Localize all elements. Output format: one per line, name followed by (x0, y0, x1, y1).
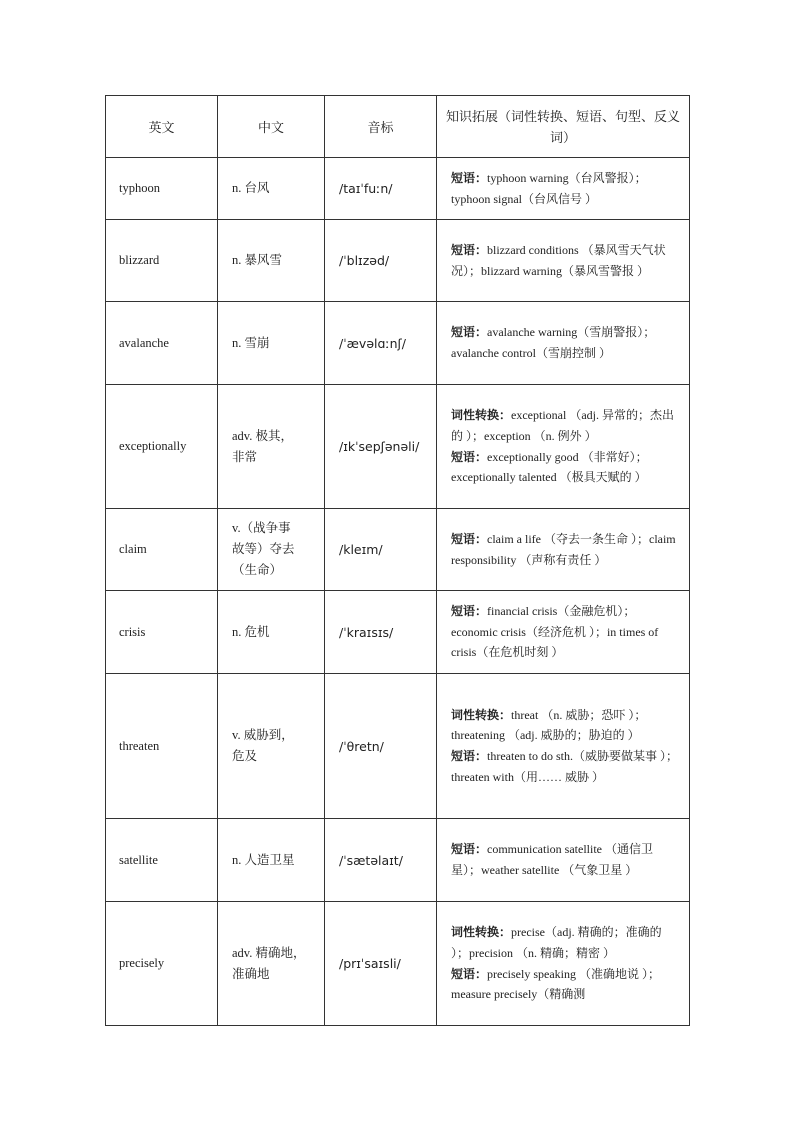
phonetic-symbol: /taɪˈfuːn/ (325, 158, 437, 220)
english-word: avalanche (106, 302, 218, 385)
chinese-meaning: n. 危机 (218, 591, 325, 674)
extension-text: avalanche warning（雪崩警报）；avalanche control（雪崩控制 ） (451, 325, 656, 360)
table-row (106, 220, 690, 302)
chinese-meaning: n. 人造卫星 (218, 819, 325, 902)
chinese-meaning: adv. 极其， 非常 (218, 385, 325, 509)
knowledge-extension (437, 385, 690, 509)
extension-text: precise（adj. 精确的；准确的 ）；precision （n. 精确；精密 ） (451, 925, 662, 960)
header-phonetic: 音标 (325, 96, 437, 158)
extension-text: exceptionally good （非常好）；exceptionally talented （极具天赋的 ） (451, 449, 648, 485)
phonetic-symbol: /ˈævəlɑːnʃ/ (325, 302, 437, 385)
extension-text: threat （n. 威胁；恐吓 ）；threatening （adj. 威胁的；胁迫的 ） (451, 707, 647, 743)
knowledge-extension (437, 509, 690, 591)
extension-text: threaten to do sth.（威胁要做某事 ）；threaten with（用…… 威胁 ） (451, 749, 678, 784)
chinese-meaning: v.（战争事 故等）夺去 （生命） (218, 509, 325, 591)
knowledge-extension (437, 302, 690, 385)
english-word: claim (106, 509, 218, 591)
header-extension: 知识拓展（词性转换、短语、句型、反义词） (437, 96, 690, 158)
extension-label: 短语： (451, 449, 488, 464)
chinese-meaning: n. 雪崩 (218, 302, 325, 385)
extension-text: typhoon warning（台风警报）；typhoon signal（台风信号 ） (451, 170, 647, 206)
chinese-meaning: adv. 精确地， 准确地 (218, 902, 325, 1026)
header-chinese: 中文 (218, 96, 325, 158)
phonetic-symbol: /ɪkˈsepʃənəli/ (325, 385, 437, 509)
extension-text: exceptional （adj. 异常的；杰出的 ）；exception （n. 例外 ） (451, 408, 674, 443)
extension-entry (451, 447, 679, 488)
knowledge-extension (437, 158, 690, 220)
table-row (106, 302, 690, 385)
phonetic-symbol: /ˈsætəlaɪt/ (325, 819, 437, 902)
extension-entry (451, 746, 679, 787)
english-word: crisis (106, 591, 218, 674)
english-word: exceptionally (106, 385, 218, 509)
table-row (106, 591, 690, 674)
table-header-row (106, 96, 690, 158)
extension-label: 短语： (451, 966, 488, 981)
chinese-meaning: n. 暴风雪 (218, 220, 325, 302)
extension-entry (451, 322, 679, 363)
extension-label: 短语： (451, 603, 488, 618)
extension-entry (451, 922, 679, 963)
vocabulary-table (105, 95, 690, 1026)
extension-text: precisely speaking （准确地说 ）；measure precisely（精确测 (451, 966, 660, 1002)
extension-entry (451, 405, 679, 446)
extension-entry (451, 529, 679, 570)
extension-label: 短语： (451, 842, 488, 857)
table-row (106, 819, 690, 902)
extension-entry (451, 964, 679, 1005)
extension-label: 短语： (451, 170, 488, 185)
phonetic-symbol: /kleɪm/ (325, 509, 437, 591)
english-word: typhoon (106, 158, 218, 220)
extension-text: financial crisis（金融危机）；economic crisis（经济危机 ）；in times of crisis（在危机时刻 ） (451, 603, 659, 660)
phonetic-symbol: /ˈblɪzəd/ (325, 220, 437, 302)
extension-label: 短语： (451, 531, 488, 546)
english-word: precisely (106, 902, 218, 1026)
english-word: blizzard (106, 220, 218, 302)
header-english: 英文 (106, 96, 218, 158)
knowledge-extension (437, 819, 690, 902)
table-row (106, 674, 690, 819)
extension-label: 词性转换： (451, 408, 512, 423)
phonetic-symbol: /prɪˈsaɪsli/ (325, 902, 437, 1026)
chinese-meaning: n. 台风 (218, 158, 325, 220)
extension-label: 短语： (451, 325, 488, 340)
extension-entry (451, 168, 679, 209)
chinese-meaning: v. 威胁到， 危及 (218, 674, 325, 819)
extension-text: claim a life （夺去一条生命 ）；claim responsibility （声称有责任 ） (451, 531, 676, 567)
knowledge-extension (437, 220, 690, 302)
knowledge-extension (437, 902, 690, 1026)
english-word: satellite (106, 819, 218, 902)
extension-label: 短语： (451, 749, 488, 763)
phonetic-symbol: /ˈkraɪsɪs/ (325, 591, 437, 674)
extension-text: communication satellite （通信卫星）；weather satellite （气象卫星 ） (451, 842, 653, 877)
extension-entry (451, 705, 679, 746)
table-row (106, 158, 690, 220)
extension-label: 短语： (451, 242, 488, 257)
table-row (106, 509, 690, 591)
english-word: threaten (106, 674, 218, 819)
table-row (106, 902, 690, 1026)
extension-entry (451, 601, 679, 663)
knowledge-extension (437, 591, 690, 674)
table-row (106, 385, 690, 509)
extension-text: blizzard conditions （暴风雪天气状况）；blizzard warning（暴风雪警报 ） (451, 242, 666, 278)
knowledge-extension (437, 674, 690, 819)
extension-entry (451, 240, 679, 281)
extension-label: 词性转换： (451, 707, 512, 722)
extension-label: 词性转换： (451, 925, 512, 940)
extension-entry (451, 839, 679, 880)
phonetic-symbol: /ˈθretn/ (325, 674, 437, 819)
